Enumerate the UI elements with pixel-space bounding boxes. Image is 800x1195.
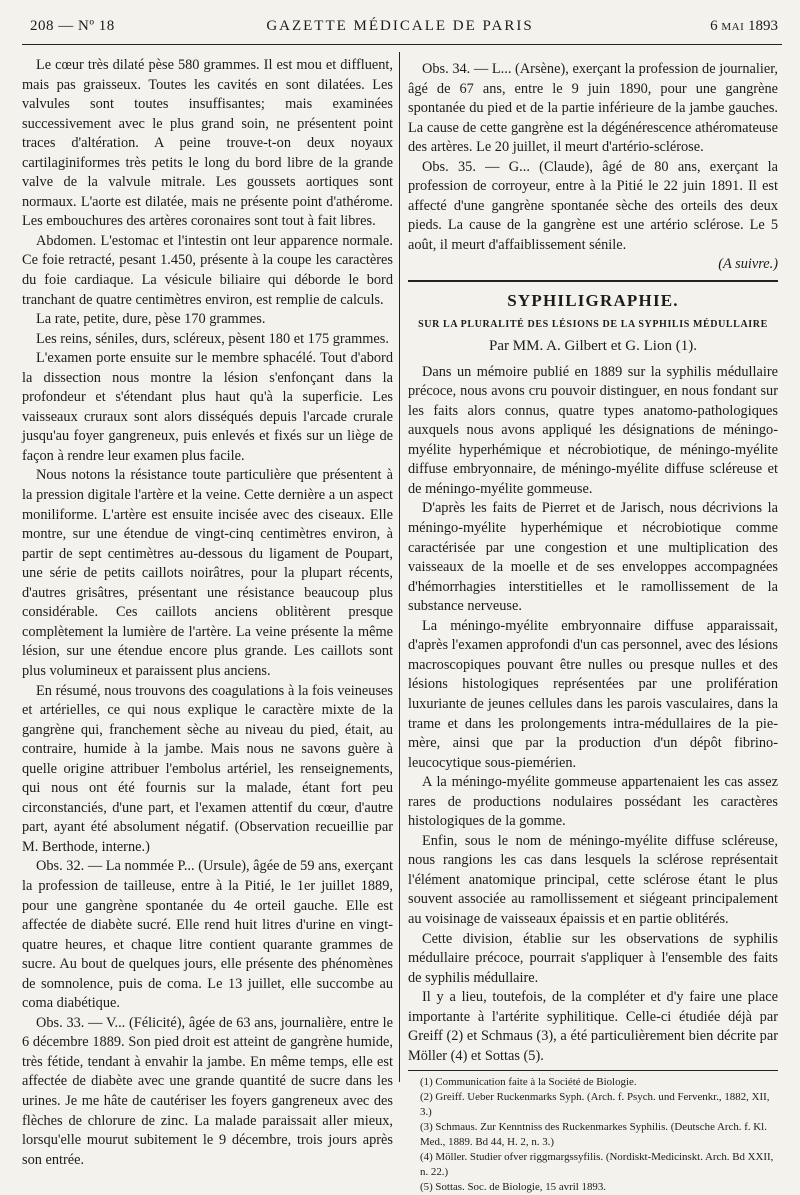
paragraph-sclerous: Enfin, sous le nom de méningo-myélite diffuse scléreuse, nous rangions les cas dans lesquels la sclérose représentait l'élément anatomique principal, cette sclérose étant le plus souvent associée au ramollissement et siégeant principalement au voisinage de vaisseaux épaissis et en partie oblitérés.: [408, 832, 778, 927]
paragraph-kidneys: Les reins, séniles, durs, scléreux, pèsent 180 et 175 grammes.: [36, 330, 389, 347]
paragraph-intro: Dans un mémoire publié en 1889 sur la syphilis médullaire précoce, nous avons cru pouvoir distinguer, en nous fondant sur les faits alors connus, quatre types anatomo-pathologiques auxquels nous avons appliqué les désignations de méningo-myélite hyperhémique et nécrobiotique, de méningo-myélite diffuse embryonnaire, de méningo-myélite diffuse scléreuse et de méningo-myélite gommeuse.: [408, 363, 778, 497]
paragraph-arteritis: Il y a lieu, toutefois, de la compléter et d'y faire une place importante à l'artérite syphilitique. Celle-ci étudiée déjà par Greiff (2) et Schmaus (3), a été particulièrement bien décrite par Möller (4) et Sottas (5).: [408, 989, 778, 1064]
paragraph-summary: En résumé, nous trouvons des coagulations à la fois veineuses et artérielles, ce qui nous explique le caractère mixte de la gangrène qui, franchement sèche au niveau du pied, était, au contraire, humide à la jambe. Mais nous ne savons guère à quelle origine attribuer l'embolus artériel, les renseignements, qui nous ont été fournis sur la malade, étant fort peu circonstanciés, d'une part, et l'examen attentif du cœur, d'autre part, ayant été absolument négatif. (Observation recueillie par M. Berthode, interne.): [22, 682, 393, 855]
column-divider: [399, 52, 400, 1082]
paragraph-abdomen: Abdomen. L'estomac et l'intestin ont leur apparence normale. Ce foie retracté, pesant 1.450, présente à la coupe les caractères du foie cardiaque. La vésicule biliaire qui déborde le bord tranchant de quatre centimètres environ, est remplie de calculs.: [22, 232, 393, 308]
date-month: MAI: [721, 21, 745, 33]
footnote-4: (4) Möller. Studier ofver riggmargssyfilis. (Nordiskt-Medicinskt. Arch. Bd XXII, n. 22.): [420, 1151, 774, 1179]
page-header: [0, 0, 800, 46]
paragraph-vessels: Nous notons la résistance toute particulière que présentent à la pression digitale l'artère et la veine. Cette dernière a un aspect moniliforme. L'artère est ensuite incisée avec des ciseaux. Elle montre, sur une étendue de vingt-cinq centimètres environ, à partir de sept centimètres au-dessous du ligament de Poupart, une série de petits caillots noirâtres, pour la plupart récents, d'autres grisâtres, présentant une résistance beaucoup plus considérable. Ces caillots anciens oblitèrent presque complètement la lumière de l'artère. La veine présente la même lésion, sur une étendue encore plus grande. Les caillots sont plus volumineux et paraissent plus anciens.: [22, 467, 393, 679]
footnote-1: (1) Communication faite à la Société de Biologie.: [420, 1076, 637, 1089]
paragraph-heart: Le cœur très dilaté pèse 580 grammes. Il est mou et diffluent, mais pas graisseux. Toutes les cavités en sont dilatées. Les valvules sont toutes insuffisantes; mais examinées successivement avec le plus grand soin, ne présentent point traces d'altération. A peine trouve-t-on deux noyaux cartilaginiformes très petits le long du bord libre de la grande valve de la valvule mitrale. Les goussets aortiques sont normaux. L'aorte est dilatée, mais ne présente point d'athérome. Les embouchures des artères coronaires sont tout à fait libres.: [22, 57, 393, 230]
paragraph-division: Cette division, établie sur les observations de syphilis médullaire précoce, pourrait s'appliquer à l'ensemble des faits de syphilis médullaire.: [408, 930, 778, 986]
paragraph-obs-34: Obs. 34. — L... (Arsène), exerçant la profession de journalier, âgé de 67 ans, entre le 9 juin 1890, pour une gangrène spontanée du pied et de la partie inférieure de la jambe gauches. La cause de cette gangrène est la dégénérescence athéromateuse des artères. Le 20 juillet, il meurt d'artério-sclérose.: [408, 61, 778, 156]
section-title: SYPHILIGRAPHIE.: [507, 291, 679, 311]
footnote-rule: [408, 1070, 778, 1071]
paragraph-limb-exam: L'examen porte ensuite sur le membre sphacélé. Tout d'abord la dissection nous montre la lésion s'enfonçant dans la profondeur et s'étendant plus haut qu'à la superficie. Les vaisseaux cruraux sont alors disséqués depuis l'arcade crurale jusqu'au foyer gangreneux, puis enlevés et fixés sur un liège de façon à rendre leur examen plus facile.: [22, 350, 393, 464]
article-authors: Par MM. A. Gilbert et G. Lion (1).: [489, 338, 697, 355]
right-column: [408, 60, 778, 1195]
paragraph-gummous: A la méningo-myélite gommeuse appartenaient les cas assez rares de productions nodulaires possédant les caractères histologiques de la gomme.: [408, 774, 778, 830]
section-rule: [408, 280, 778, 282]
left-column: [22, 56, 393, 1170]
article-subtitle: SUR LA PLURALITÉ DES LÉSIONS DE LA SYPHILIS MÉDULLAIRE: [418, 318, 768, 330]
paragraph-hyperhemic: D'après les faits de Pierret et de Jarisch, nous décrivions la méningo-myélite hyperhémique et nécrobiotique comme caractérisée par une congestion et une multiplication des vaisseaux de la moelle et de ses enveloppes accompagnées d'hémorrhagies interstitielles et le ramollissement de la substance nerveuse.: [408, 500, 778, 615]
to-be-continued: (A suivre.): [718, 256, 778, 273]
footnote-5: (5) Sottas. Soc. de Biologie, 15 avril 1893.: [420, 1181, 607, 1194]
date-day: 6: [710, 18, 722, 34]
paragraph-obs-33: Obs. 33. — V... (Félicité), âgée de 63 ans, journalière, entre le 6 décembre 1889. Son pied droit est atteint de gangrène humide, très fétide, tendant à envahir la jambe. En même temps, elle est affectée de diabète avec une grande quantité de sucre dans les urines. Je me hâte de cautériser les foyers gangreneux avec des flèches de chlorure de zinc. La malade paraissait aller mieux, lorsqu'elle mourut subitement le 9 décembre, trois jours après son entrée.: [22, 1014, 393, 1168]
issue-date: [710, 18, 778, 35]
footnote-3: (3) Schmaus. Zur Kenntniss des Ruckenmarkes Syphilis. (Deutsche Arch. f. Kl. Med., 1889. Bd 44, H. 2, n. 3.): [420, 1121, 767, 1149]
paragraph-obs-32: Obs. 32. — La nommée P... (Ursule), âgée de 59 ans, exerçant la profession de tailleuse, entre à la Pitié, le 1er juillet 1889, pour une gangrène spontanée du 4e orteil gauche. Elle est affectée de diabète sucré. Elle rend huit litres d'urine en vingt-quatre heures, et chaque litre contient quarante grammes de sucre. Au bout de quelques jours, elle présente des phénomènes de somnolence, puis de coma. Le 13 juillet, elle succombe au coma diabétique.: [22, 858, 393, 1012]
paragraph-spleen: La rate, petite, dure, pèse 170 grammes.: [36, 311, 266, 328]
footnote-2: (2) Greiff. Ueber Ruckenmarks Syph. (Arch. f. Psych. und Fervenkr., 1882, XII, 3.): [420, 1091, 770, 1119]
date-year: 1893: [744, 18, 778, 34]
paragraph-obs-35: Obs. 35. — G... (Claude), âgé de 80 ans, exerçant la profession de corroyeur, entre à la Pitié le 22 juin 1891. Il est affecté d'une gangrène spontanée sèche des orteils des deux pieds. La cause de la gangrène est une artério sclérose. Le 5 août, il meurt d'affaiblissement sénile.: [408, 158, 778, 253]
journal-title: GAZETTE MÉDICALE DE PARIS: [266, 18, 534, 34]
paragraph-embryonic: La méningo-myélite embryonnaire diffuse apparaissait, d'après l'examen approfondi d'un cas personnel, avec des lésions macroscopiques pouvant être nulles ou presque nulles et des lésions histologiques représentées par une prolifération luxuriante de jeunes cellules dans les parois vasculaires, dans la trame et dans les prolongements intra-médullaires de la pie-mère, ainsi que par la production d'un dépôt fibrino-leucocytique sous-piemérien.: [408, 617, 778, 771]
header-rule: [22, 44, 782, 45]
page-number: 208 — Nº 18: [30, 18, 115, 34]
